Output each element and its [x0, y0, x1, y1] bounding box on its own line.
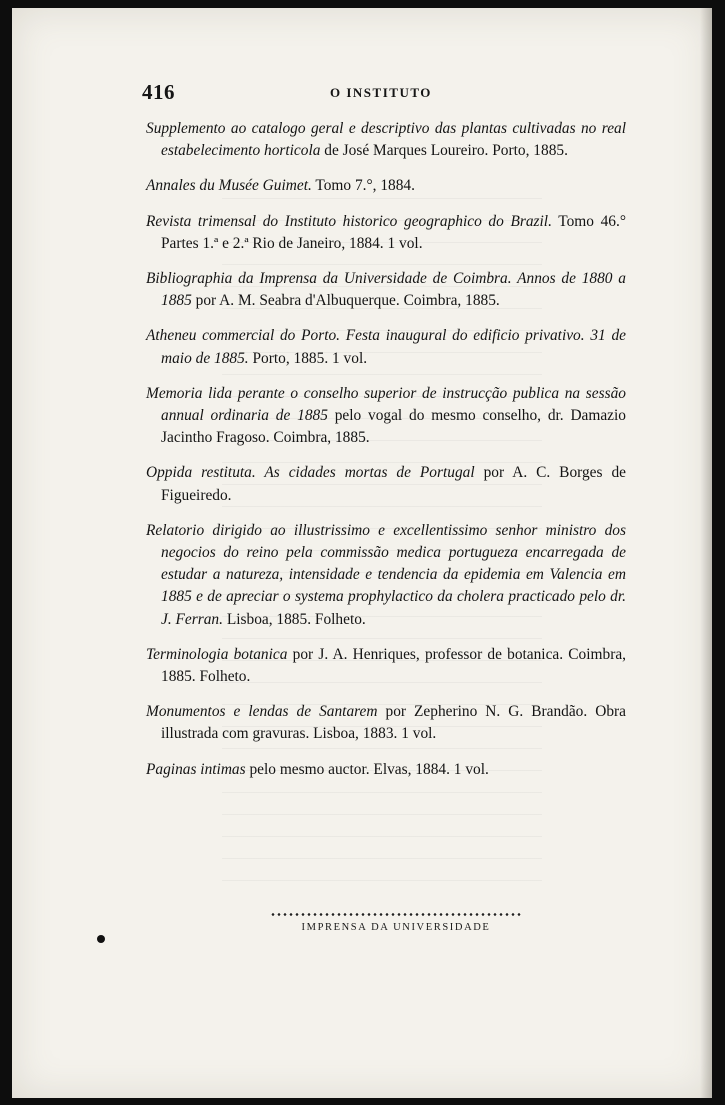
entry-details: de José Marques Loureiro. Porto, 1885. — [320, 142, 568, 160]
entry-details: Porto, 1885. 1 vol. — [248, 349, 368, 367]
entry-title: Revista trimensal do Instituto historico geographico do Brazil. — [146, 212, 552, 230]
entry-details: por A. C. Borges de Figueiredo. — [161, 464, 626, 504]
entry-details: por Zepherino N. G. Brandão. Obra illustrada com gravuras. Lisboa, 1883. 1 vol. — [161, 703, 626, 743]
entry-title: Supplemento ao catalogo geral e descriptivo das plantas cultivadas no real estabelecimento horticola — [146, 120, 626, 160]
bibliography-entry — [146, 462, 626, 506]
entry-title: Memoria lida perante o conselho superior de instrucção publica na sessão annual ordinaria de 1885 — [146, 384, 626, 425]
entry-details: por J. A. Henriques, professor de botanica. Coimbra, 1885. Folheto. — [161, 645, 626, 686]
entry-title: Annales du Musée Guimet. — [146, 177, 312, 195]
entry-details: Tomo 7.°, 1884. — [311, 177, 415, 195]
page-header — [142, 80, 622, 106]
bibliography-entry — [146, 268, 626, 312]
entry-details: pelo mesmo auctor. Elvas, 1884. 1 vol. — [245, 760, 489, 778]
page-number: 416 — [142, 80, 175, 104]
entry-title: Terminologia botanica — [146, 645, 288, 663]
bibliography-entry — [146, 118, 626, 162]
entry-title: Monumentos e lendas de Santarem — [146, 703, 378, 721]
bibliography-entry — [146, 383, 626, 450]
entry-title: Bibliographia da Imprensa da Universidade de Coimbra. Annos de 1880 a 1885 — [146, 270, 626, 310]
entry-details: pelo vogal do mesmo conselho, dr. Damazio Jacintho Fragoso. Coimbra, 1885. — [161, 407, 626, 447]
bibliography-entry — [146, 211, 626, 255]
entry-title: Oppida restituta. As cidades mortas de Portugal — [146, 464, 475, 482]
decorative-rule — [270, 912, 522, 917]
bibliography-entry — [146, 701, 626, 745]
ink-speck — [97, 935, 105, 943]
bibliography-entry — [146, 520, 626, 631]
bibliography-entry — [146, 644, 626, 688]
entry-title: Atheneu commercial do Porto. Festa inaugural do edificio privativo. 31 de maio de 1885. — [146, 327, 626, 367]
entry-title: Relatorio dirigido ao illustrissimo e excellentissimo senhor ministro dos negocios do reino pela commissão medica portugueza encarregada de estudar a natureza, intensidade e tendencia da epidemia em Valencia em 1885 e de apreciar o systema prophylactico da cholera practicado pelo dr. J. Ferran. — [146, 521, 626, 628]
running-head: O INSTITUTO — [330, 85, 432, 100]
printer-imprint: IMPRENSA DA UNIVERSIDADE — [301, 922, 491, 933]
entry-details: Lisboa, 1885. Folheto. — [222, 610, 366, 628]
bibliography-entry — [146, 175, 626, 197]
bibliography-entry — [146, 759, 626, 781]
page-edge-shadow — [700, 8, 712, 1098]
bibliography-entry — [146, 325, 626, 369]
entry-details: Tomo 46.° Partes 1.ª e 2.ª Rio de Janeiro, 1884. 1 vol. — [161, 212, 626, 252]
entry-title: Paginas intimas — [146, 760, 246, 778]
bibliography-list — [146, 118, 626, 794]
entry-details: por A. M. Seabra d'Albuquerque. Coimbra, 1885. — [191, 292, 500, 310]
